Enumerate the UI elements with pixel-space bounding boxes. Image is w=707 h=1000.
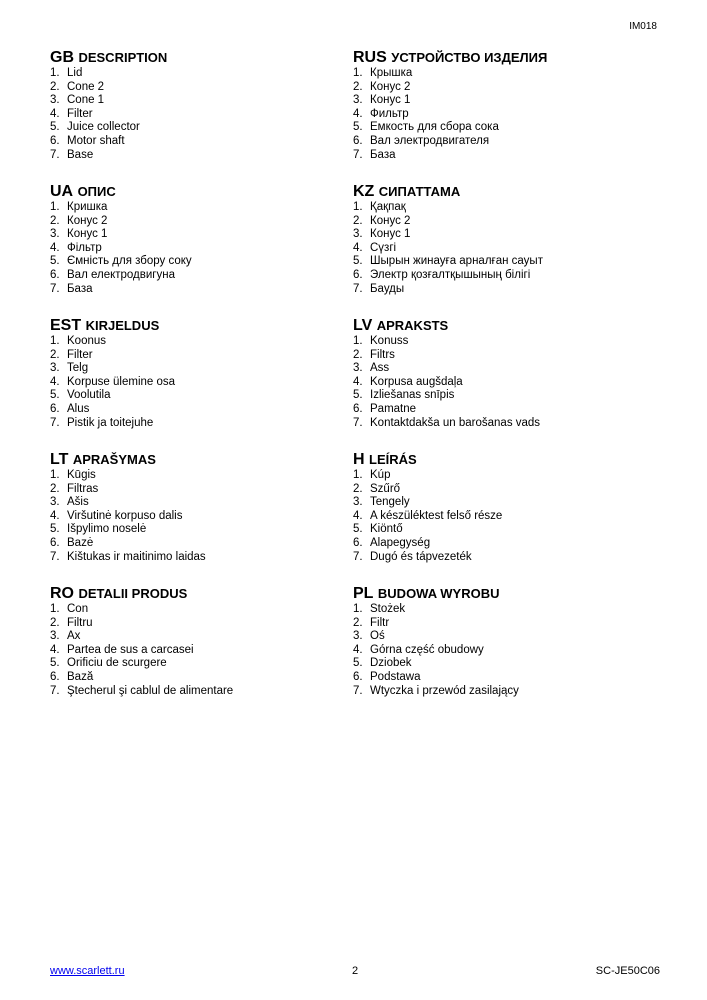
website-link[interactable]: www.scarlett.ru	[50, 965, 125, 977]
item-number: 2.	[353, 616, 363, 629]
parts-list	[50, 201, 355, 296]
section-title	[353, 317, 658, 335]
item-number: 3.	[50, 362, 60, 375]
list-item	[353, 483, 658, 497]
item-text: Partea de sus a carcasei	[67, 643, 194, 656]
item-number: 4.	[50, 509, 60, 522]
list-item	[50, 121, 355, 135]
item-text: Фільтр	[67, 241, 102, 254]
item-number: 7.	[353, 550, 363, 563]
item-text: Сүзгі	[370, 241, 397, 254]
parts-list	[353, 201, 658, 296]
list-item	[353, 121, 658, 135]
list-item	[50, 108, 355, 122]
item-number: 3.	[50, 94, 60, 107]
item-text: Pamatne	[370, 402, 417, 415]
list-item	[50, 537, 355, 551]
section-h	[353, 451, 658, 585]
section-est	[50, 317, 355, 451]
section-title	[50, 49, 355, 67]
item-number: 2.	[50, 348, 60, 361]
list-item	[50, 81, 355, 95]
page-number: 2	[351, 965, 359, 977]
item-text: Išpylimo noselė	[67, 523, 147, 536]
section-title	[50, 317, 355, 335]
item-text: Górna część obudowy	[370, 643, 484, 656]
list-item	[353, 537, 658, 551]
list-item	[50, 149, 355, 163]
item-number: 1.	[353, 335, 363, 347]
item-number: 3.	[353, 228, 363, 241]
item-number: 4.	[353, 643, 363, 656]
item-number: 3.	[353, 362, 363, 375]
item-text: Ašis	[67, 496, 89, 509]
list-item	[353, 215, 658, 229]
item-text: Cone 2	[67, 80, 105, 93]
section-heading: APRAŠYMAS	[72, 452, 156, 467]
language-code: UA	[50, 183, 74, 200]
item-text: Szűrő	[370, 482, 401, 495]
list-item	[353, 149, 658, 163]
item-number: 5.	[353, 255, 363, 268]
list-item	[50, 617, 355, 631]
item-number: 7.	[50, 684, 60, 697]
section-kz	[353, 183, 658, 317]
list-item	[353, 389, 658, 403]
item-number: 4.	[50, 375, 60, 388]
language-code: LV	[353, 317, 373, 334]
item-text: Конус 1	[370, 94, 411, 107]
item-text: Podstawa	[370, 670, 421, 683]
item-number: 5.	[50, 523, 60, 536]
list-item	[50, 483, 355, 497]
item-number: 7.	[50, 416, 60, 429]
item-number: 4.	[353, 107, 363, 120]
language-code: GB	[50, 49, 74, 66]
language-code: RO	[50, 585, 74, 602]
item-number: 2.	[353, 482, 363, 495]
item-number: 4.	[353, 241, 363, 254]
parts-list	[50, 603, 355, 698]
section-heading: СИПАТТАМА	[378, 184, 461, 199]
item-number: 7.	[353, 416, 363, 429]
section-heading: LEÍRÁS	[369, 452, 417, 467]
item-number: 1.	[50, 335, 60, 347]
item-number: 5.	[50, 121, 60, 134]
section-title	[353, 585, 658, 603]
item-number: 3.	[50, 630, 60, 643]
parts-list	[50, 469, 355, 564]
list-item	[353, 94, 658, 108]
item-number: 5.	[50, 389, 60, 402]
item-text: Фильтр	[370, 107, 409, 120]
item-number: 6.	[353, 536, 363, 549]
item-number: 7.	[353, 148, 363, 161]
item-text: Kúp	[370, 469, 391, 481]
item-number: 6.	[50, 670, 60, 683]
item-number: 2.	[50, 214, 60, 227]
item-number: 6.	[353, 670, 363, 683]
list-item	[50, 283, 355, 297]
item-text: Filter	[67, 107, 93, 120]
item-number: 1.	[353, 67, 363, 79]
item-number: 7.	[50, 282, 60, 295]
item-number: 4.	[353, 375, 363, 388]
list-item	[50, 269, 355, 283]
item-text: Alapegység	[370, 536, 431, 549]
right-column	[353, 49, 658, 719]
item-text: База	[67, 282, 93, 295]
list-item	[50, 403, 355, 417]
item-number: 4.	[50, 241, 60, 254]
section-heading: APRAKSTS	[376, 318, 449, 333]
parts-list	[353, 603, 658, 698]
item-number: 1.	[353, 469, 363, 481]
item-text: Kūgis	[67, 469, 96, 481]
item-number: 4.	[50, 107, 60, 120]
section-heading: DESCRIPTION	[78, 50, 168, 65]
list-item	[353, 403, 658, 417]
item-text: Orificiu de scurgere	[67, 657, 167, 670]
language-code: RUS	[353, 49, 387, 66]
list-item	[353, 617, 658, 631]
item-number: 6.	[353, 402, 363, 415]
section-title	[353, 183, 658, 201]
language-code: EST	[50, 317, 82, 334]
item-text: Ємність для збору соку	[67, 255, 192, 268]
list-item	[353, 523, 658, 537]
list-item	[50, 551, 355, 565]
list-item	[50, 335, 355, 349]
section-heading: УСТРОЙСТВО ИЗДЕЛИЯ	[391, 50, 548, 65]
item-number: 6.	[353, 268, 363, 281]
item-number: 6.	[50, 536, 60, 549]
section-ro	[50, 585, 355, 719]
list-item	[50, 510, 355, 524]
list-item	[50, 657, 355, 671]
item-number: 4.	[353, 509, 363, 522]
item-number: 7.	[50, 550, 60, 563]
list-item	[353, 283, 658, 297]
item-number: 1.	[50, 603, 60, 615]
item-text: Бауды	[370, 282, 405, 295]
list-item	[50, 630, 355, 644]
list-item	[353, 551, 658, 565]
section-gb	[50, 49, 355, 183]
item-number: 7.	[50, 148, 60, 161]
list-item	[50, 215, 355, 229]
item-text: Dziobek	[370, 657, 412, 670]
model-number: SC-JE50C06	[595, 965, 660, 977]
list-item	[50, 523, 355, 537]
list-item	[353, 201, 658, 215]
list-item	[353, 671, 658, 685]
item-text: Filtrs	[370, 348, 395, 361]
item-number: 5.	[353, 389, 363, 402]
item-text: Korpusa augšdaļa	[370, 375, 463, 388]
list-item	[353, 135, 658, 149]
item-text: Filtr	[370, 616, 390, 629]
list-item	[50, 671, 355, 685]
item-number: 2.	[50, 80, 60, 93]
section-title	[50, 585, 355, 603]
list-item	[353, 362, 658, 376]
item-text: Ass	[370, 362, 390, 375]
item-number: 1.	[353, 603, 363, 615]
item-number: 1.	[50, 201, 60, 213]
list-item	[50, 685, 355, 699]
section-rus	[353, 49, 658, 183]
item-text: Tengely	[370, 496, 410, 509]
item-number: 1.	[50, 469, 60, 481]
item-text: Bazė	[67, 536, 94, 549]
list-item	[50, 376, 355, 390]
list-item	[50, 228, 355, 242]
item-text: Filter	[67, 348, 93, 361]
item-text: Voolutila	[67, 389, 111, 402]
item-text: Motor shaft	[67, 134, 125, 147]
section-heading: ОПИС	[77, 184, 116, 199]
item-number: 3.	[353, 496, 363, 509]
item-number: 5.	[353, 657, 363, 670]
item-number: 2.	[353, 80, 363, 93]
item-text: Dugó és tápvezeték	[370, 550, 472, 563]
item-number: 6.	[50, 402, 60, 415]
list-item	[50, 362, 355, 376]
list-item	[353, 81, 658, 95]
list-item	[353, 657, 658, 671]
item-text: База	[370, 148, 396, 161]
list-item	[50, 201, 355, 215]
section-title	[353, 49, 658, 67]
parts-list	[353, 469, 658, 564]
item-number: 1.	[353, 201, 363, 213]
section-heading: DETALII PRODUS	[78, 586, 188, 601]
list-item	[353, 269, 658, 283]
item-text: Кришка	[67, 201, 108, 213]
language-code: H	[353, 451, 365, 468]
item-text: Korpuse ülemine osa	[67, 375, 176, 388]
section-title	[50, 183, 355, 201]
item-text: Конус 2	[370, 80, 411, 93]
item-number: 2.	[353, 348, 363, 361]
item-number: 2.	[353, 214, 363, 227]
list-item	[353, 469, 658, 483]
item-text: Конус 2	[67, 214, 108, 227]
item-number: 5.	[353, 121, 363, 134]
section-heading: BUDOWA WYROBU	[377, 586, 500, 601]
list-item	[50, 94, 355, 108]
list-item	[353, 108, 658, 122]
list-item	[353, 376, 658, 390]
item-number: 5.	[50, 657, 60, 670]
item-number: 3.	[353, 94, 363, 107]
item-text: Вал електродвигуна	[67, 268, 175, 281]
list-item	[353, 67, 658, 81]
parts-list	[50, 335, 355, 430]
item-number: 5.	[50, 255, 60, 268]
item-number: 4.	[50, 643, 60, 656]
item-text: Ax	[67, 630, 81, 643]
item-number: 3.	[50, 496, 60, 509]
list-item	[50, 603, 355, 617]
list-item	[50, 496, 355, 510]
section-title	[353, 451, 658, 469]
list-item	[50, 135, 355, 149]
item-number: 3.	[353, 630, 363, 643]
item-number: 2.	[50, 482, 60, 495]
item-text: Kiöntő	[370, 523, 403, 536]
item-text: Viršutinė korpuso dalis	[67, 509, 183, 522]
language-code: KZ	[353, 183, 375, 200]
parts-list	[50, 67, 355, 162]
item-text: Электр қозғалтқышының білігі	[370, 268, 531, 281]
item-number: 6.	[50, 134, 60, 147]
item-text: Конус 1	[370, 228, 411, 241]
item-text: Wtyczka i przewód zasilający	[370, 684, 519, 697]
page-footer	[50, 965, 660, 981]
language-code: LT	[50, 451, 69, 468]
item-number: 3.	[50, 228, 60, 241]
section-lv	[353, 317, 658, 451]
item-text: Емкость для сбора сока	[370, 121, 499, 134]
list-item	[353, 417, 658, 431]
section-title	[50, 451, 355, 469]
list-item	[353, 644, 658, 658]
list-item	[353, 603, 658, 617]
item-text: Вал электродвигателя	[370, 134, 490, 147]
item-text: Stożek	[370, 603, 406, 615]
item-text: Cone 1	[67, 94, 105, 107]
list-item	[50, 469, 355, 483]
section-ua	[50, 183, 355, 317]
item-text: Con	[67, 603, 89, 615]
item-number: 6.	[353, 134, 363, 147]
item-text: Қақпақ	[370, 201, 406, 213]
item-number: 5.	[353, 523, 363, 536]
document-code: IM018	[629, 21, 657, 32]
parts-list	[353, 335, 658, 430]
list-item	[50, 644, 355, 658]
parts-list	[353, 67, 658, 162]
item-number: 1.	[50, 67, 60, 79]
list-item	[353, 242, 658, 256]
item-text: Конус 1	[67, 228, 108, 241]
list-item	[353, 630, 658, 644]
item-text: Конус 2	[370, 214, 411, 227]
section-heading: KIRJELDUS	[85, 318, 160, 333]
item-text: Konuss	[370, 335, 409, 347]
language-code: PL	[353, 585, 374, 602]
item-text: Lid	[67, 67, 83, 79]
list-item	[353, 255, 658, 269]
item-text: A készüléktest felső része	[370, 509, 503, 522]
list-item	[50, 255, 355, 269]
item-text: Filtru	[67, 616, 93, 629]
item-number: 7.	[353, 282, 363, 295]
list-item	[353, 228, 658, 242]
section-lt	[50, 451, 355, 585]
list-item	[50, 389, 355, 403]
list-item	[50, 67, 355, 81]
left-column	[50, 49, 355, 719]
item-text: Ştecherul şi cablul de alimentare	[67, 684, 234, 697]
item-text: Kištukas ir maitinimo laidas	[67, 550, 206, 563]
item-text: Izliešanas snīpis	[370, 389, 455, 402]
item-text: Alus	[67, 402, 90, 415]
item-text: Крышка	[370, 67, 413, 79]
item-number: 2.	[50, 616, 60, 629]
item-text: Koonus	[67, 335, 107, 347]
item-text: Kontaktdakša un barošanas vads	[370, 416, 541, 429]
list-item	[353, 685, 658, 699]
list-item	[50, 242, 355, 256]
item-text: Bază	[67, 670, 94, 683]
list-item	[353, 510, 658, 524]
list-item	[50, 349, 355, 363]
item-text: Oś	[370, 630, 385, 643]
item-text: Base	[67, 148, 94, 161]
item-number: 7.	[353, 684, 363, 697]
item-number: 6.	[50, 268, 60, 281]
item-text: Шырын жинауға арналған сауыт	[370, 255, 543, 268]
item-text: Juice collector	[67, 121, 140, 134]
list-item	[353, 349, 658, 363]
list-item	[50, 417, 355, 431]
item-text: Telg	[67, 362, 89, 375]
item-text: Filtras	[67, 482, 99, 495]
section-pl	[353, 585, 658, 719]
item-text: Pistik ja toitejuhe	[67, 416, 154, 429]
list-item	[353, 496, 658, 510]
list-item	[353, 335, 658, 349]
